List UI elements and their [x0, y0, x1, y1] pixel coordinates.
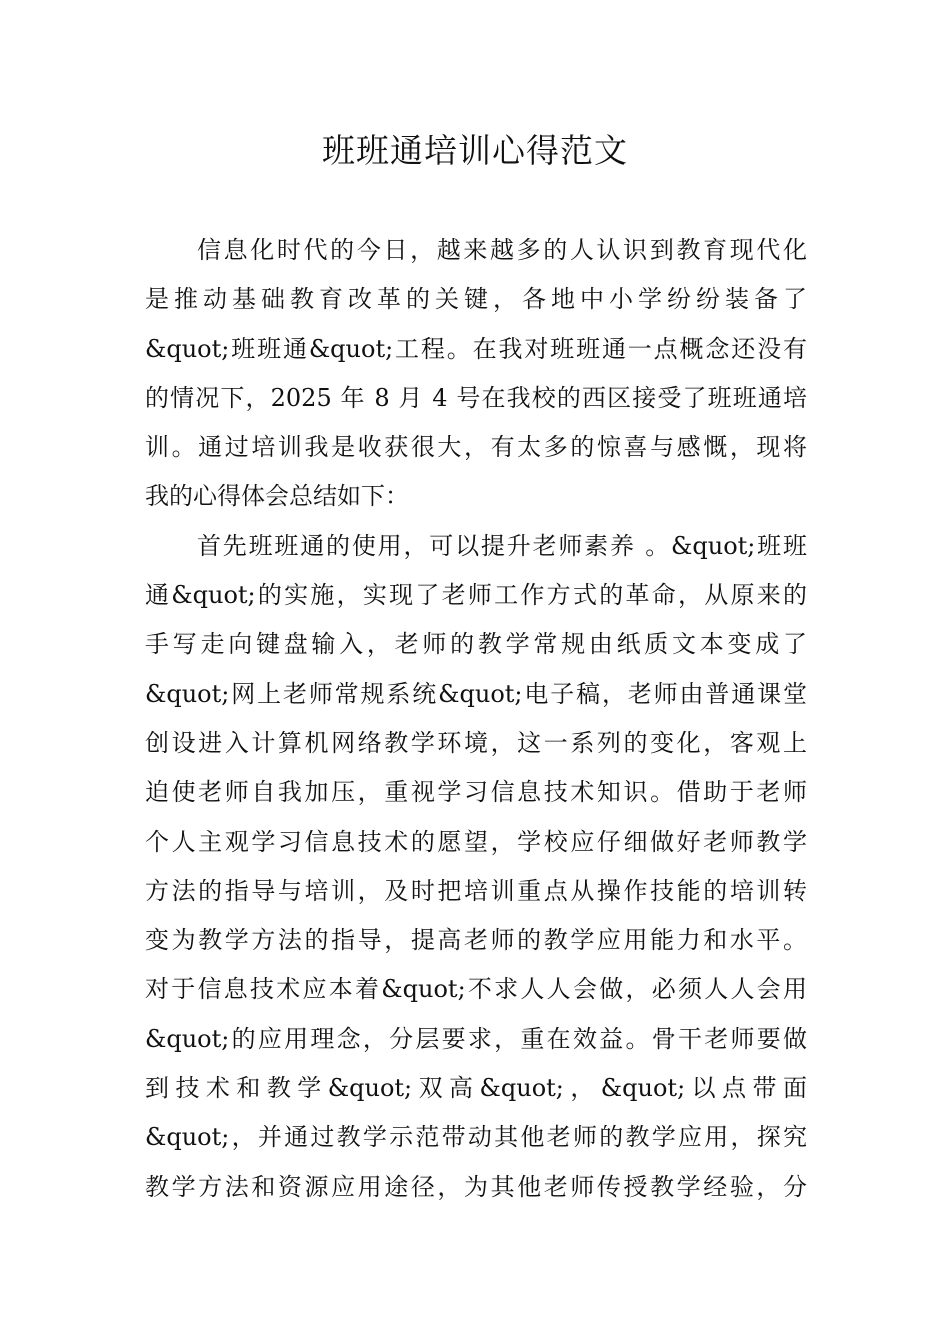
- paragraph-line: 到技术和教学&quot;双高&quot;，&quot;以点带面: [145, 1074, 807, 1103]
- paragraph-line: 训。通过培训我是收获很大，有太多的惊喜与感慨，现将: [145, 433, 807, 462]
- paragraph-line: &quot;，并通过教学示范带动其他老师的教学应用，探究: [145, 1123, 807, 1152]
- document-title: 班班通培训心得范文: [322, 131, 628, 170]
- paragraph-line: 首先班班通的使用，可以提升老师素养 。&quot;班班: [197, 531, 807, 560]
- paragraph-line: 信息化时代的今日，越来越多的人认识到教育现代化: [197, 236, 807, 264]
- paragraph-line: 的情况下，2025 年 8 月 4 号在我校的西区接受了班班通培: [145, 383, 807, 412]
- paragraph-line: 教学方法和资源应用途径，为其他老师传授教学经验，分: [145, 1172, 807, 1201]
- paragraph-line: &quot;的应用理念，分层要求，重在效益。骨干老师要做: [145, 1024, 807, 1053]
- paragraph-line: 是推动基础教育改革的关键，各地中小学纷纷装备了: [145, 285, 807, 314]
- paragraph-line: 创设进入计算机网络教学环境，这一系列的变化，客观上: [145, 728, 807, 757]
- paragraph-line: &quot;网上老师常规系统&quot;电子稿，老师由普通课堂: [145, 679, 807, 708]
- document-body: [145, 226, 807, 1212]
- paragraph-line: 通&quot;的实施，实现了老师工作方式的革命，从原来的: [145, 581, 807, 610]
- paragraph-line: 我的心得体会总结如下：: [145, 482, 409, 511]
- paragraph-line: &quot;班班通&quot;工程。在我对班班通一点概念还没有: [145, 334, 807, 363]
- paragraph-line: 对于信息技术应本着&quot;不求人人会做，必须人人会用: [145, 975, 807, 1004]
- paragraph-line: 手写走向键盘输入，老师的教学常规由纸质文本变成了: [145, 630, 807, 659]
- paragraph-line: 个人主观学习信息技术的愿望，学校应仔细做好老师教学: [145, 827, 807, 856]
- paragraph-line: 变为教学方法的指导，提高老师的教学应用能力和水平。: [145, 926, 807, 955]
- paragraph-line: 迫使老师自我加压，重视学习信息技术知识。借助于老师: [145, 778, 807, 807]
- paragraph-line: 方法的指导与培训，及时把培训重点从操作技能的培训转: [145, 876, 807, 905]
